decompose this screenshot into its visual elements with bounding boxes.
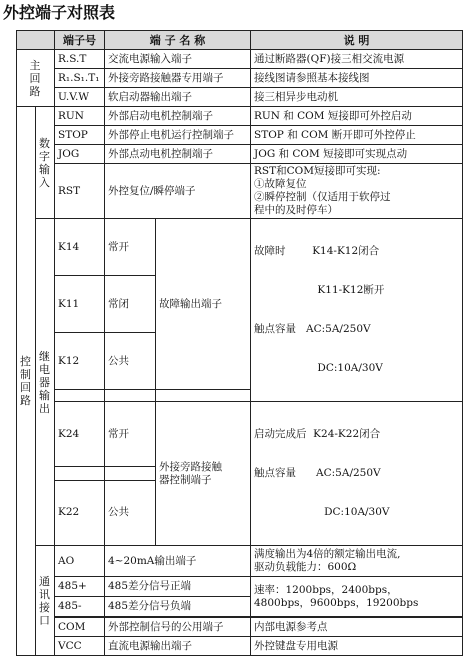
terminal-cell: K24 bbox=[55, 402, 105, 467]
terminal-cell: 485+ bbox=[55, 577, 105, 597]
state-cell: 常开 bbox=[105, 219, 156, 276]
desc-cell bbox=[251, 402, 463, 546]
table-row bbox=[17, 164, 463, 219]
name-cell: 外部停止电机运行控制端子 bbox=[105, 126, 251, 145]
name-cell: 外部点动电机控制端子 bbox=[105, 145, 251, 164]
comm-interface-label: 通讯接口 bbox=[36, 546, 55, 656]
desc-cell: JOG 和 COM 短接即可实现点动 bbox=[251, 145, 463, 164]
terminal-cell bbox=[55, 467, 105, 481]
desc-line: 驱动负载能力：600Ω bbox=[254, 561, 357, 573]
desc-cell bbox=[251, 577, 463, 617]
terminal-cell: R₁.S₁.T₁ bbox=[55, 69, 105, 88]
name-cell: 交流电源输入端子 bbox=[105, 50, 251, 69]
desc-cell: RUN 和 COM 短接即可外控启动 bbox=[251, 107, 463, 126]
terminal-cell: K22 bbox=[55, 480, 105, 545]
name-cell: 外接旁路接触器专用端子 bbox=[105, 69, 251, 88]
desc-cell bbox=[251, 546, 463, 577]
desc-line: RST和COM短接即可实现: bbox=[254, 165, 381, 177]
state-cell: 常闭 bbox=[105, 276, 156, 333]
desc-cell: 接三相异步电动机 bbox=[251, 88, 463, 107]
desc-line: ②瞬停控制（仅适用于软停过 bbox=[254, 191, 391, 203]
terminal-cell: AO bbox=[55, 546, 105, 577]
main-loop-label: 主回路 bbox=[17, 50, 55, 107]
table-row bbox=[17, 577, 463, 597]
desc-line: 触点容量 AC:5A/250V bbox=[254, 323, 371, 335]
desc-line: 故障时 K14-K12闭合 bbox=[254, 245, 380, 257]
table-row bbox=[17, 546, 463, 577]
terminal-cell: K14 bbox=[55, 219, 105, 276]
terminal-cell: U.V.W bbox=[55, 88, 105, 107]
name-cell: 485差分信号正端 bbox=[105, 577, 251, 597]
desc-cell: 外控键盘专用电源 bbox=[251, 637, 463, 656]
terminal-cell: 485- bbox=[55, 597, 105, 617]
desc-line: 满度输出为4倍的额定输出电流, bbox=[254, 548, 401, 560]
header-row bbox=[17, 31, 463, 50]
terminal-cell: JOG bbox=[55, 145, 105, 164]
name-cell bbox=[156, 402, 251, 546]
terminal-cell bbox=[55, 390, 105, 402]
terminal-cell: R.S.T bbox=[55, 50, 105, 69]
table-row bbox=[17, 126, 463, 145]
table-row bbox=[17, 402, 463, 467]
name-cell: 外控复位/瞬停端子 bbox=[105, 164, 251, 219]
terminal-cell: K12 bbox=[55, 333, 105, 390]
desc-line: ①故障复位 bbox=[254, 178, 307, 190]
state-cell: 常开 bbox=[105, 402, 156, 467]
desc-cell: 接线图请参照基本接线图 bbox=[251, 69, 463, 88]
state-cell: 公共 bbox=[105, 480, 156, 545]
desc-cell: STOP 和 COM 断开即可外控停止 bbox=[251, 126, 463, 145]
name-cell: 485差分信号负端 bbox=[105, 597, 251, 617]
name-cell: 外部控制信号的公用端子 bbox=[105, 618, 251, 637]
name-cell: 软启动器输出端子 bbox=[105, 88, 251, 107]
header-desc: 说 明 bbox=[251, 31, 463, 50]
desc-cell bbox=[251, 219, 463, 402]
state-cell bbox=[105, 467, 156, 481]
name-line: 外接旁路接触 bbox=[159, 460, 222, 473]
table-row bbox=[17, 219, 463, 276]
name-cell: 直流电源输出端子 bbox=[105, 637, 251, 656]
name-cell: 4~20mA输出端子 bbox=[105, 546, 251, 577]
digital-input-label: 数字输入 bbox=[36, 107, 55, 219]
header-name: 端 子 名 称 bbox=[105, 31, 251, 50]
desc-line: 启动完成后 K24-K22闭合 bbox=[254, 428, 381, 440]
name-cell: 外部启动电机控制端子 bbox=[105, 107, 251, 126]
table-row bbox=[17, 637, 463, 656]
desc-cell: 内部电源参考点 bbox=[251, 618, 463, 637]
terminal-cell: K11 bbox=[55, 276, 105, 333]
desc-line: 触点容量 AC:5A/250V bbox=[254, 467, 381, 479]
table-row bbox=[17, 145, 463, 164]
name-cell: 故障输出端子 bbox=[156, 219, 251, 390]
table-row bbox=[17, 107, 463, 126]
table-row bbox=[17, 50, 463, 69]
terminal-cell: RST bbox=[55, 164, 105, 219]
table-row bbox=[17, 88, 463, 107]
terminal-cell: RUN bbox=[55, 107, 105, 126]
state-cell bbox=[105, 390, 156, 402]
state-cell: 公共 bbox=[105, 333, 156, 390]
name-cell bbox=[156, 390, 251, 402]
desc-line: 4800bps，9600bps，19200bps bbox=[254, 596, 419, 609]
desc-line: K11-K12断开 bbox=[254, 284, 385, 296]
desc-line: 程中的及时停车） bbox=[254, 204, 338, 216]
desc-line: 速率：1200bps，2400bps， bbox=[254, 583, 398, 596]
relay-output-label: 继电器输出 bbox=[36, 219, 55, 546]
terminal-cell: COM bbox=[55, 618, 105, 637]
terminal-cell: STOP bbox=[55, 126, 105, 145]
desc-line: DC:10A/30V bbox=[254, 506, 390, 518]
table-row bbox=[17, 69, 463, 88]
terminal-table bbox=[16, 30, 463, 656]
name-line: 器控制端子 bbox=[159, 473, 212, 486]
header-blank bbox=[17, 31, 55, 50]
header-terminal: 端子号 bbox=[55, 31, 105, 50]
terminal-cell: VCC bbox=[55, 637, 105, 656]
desc-line: DC:10A/30V bbox=[254, 362, 383, 374]
page-title: 外控端子对照表 bbox=[3, 3, 116, 22]
control-loop-label: 控制回路 bbox=[17, 107, 36, 656]
desc-cell bbox=[251, 164, 463, 219]
table-row bbox=[17, 618, 463, 637]
desc-cell: 通过断路器(QF)接三相交流电源 bbox=[251, 50, 463, 69]
